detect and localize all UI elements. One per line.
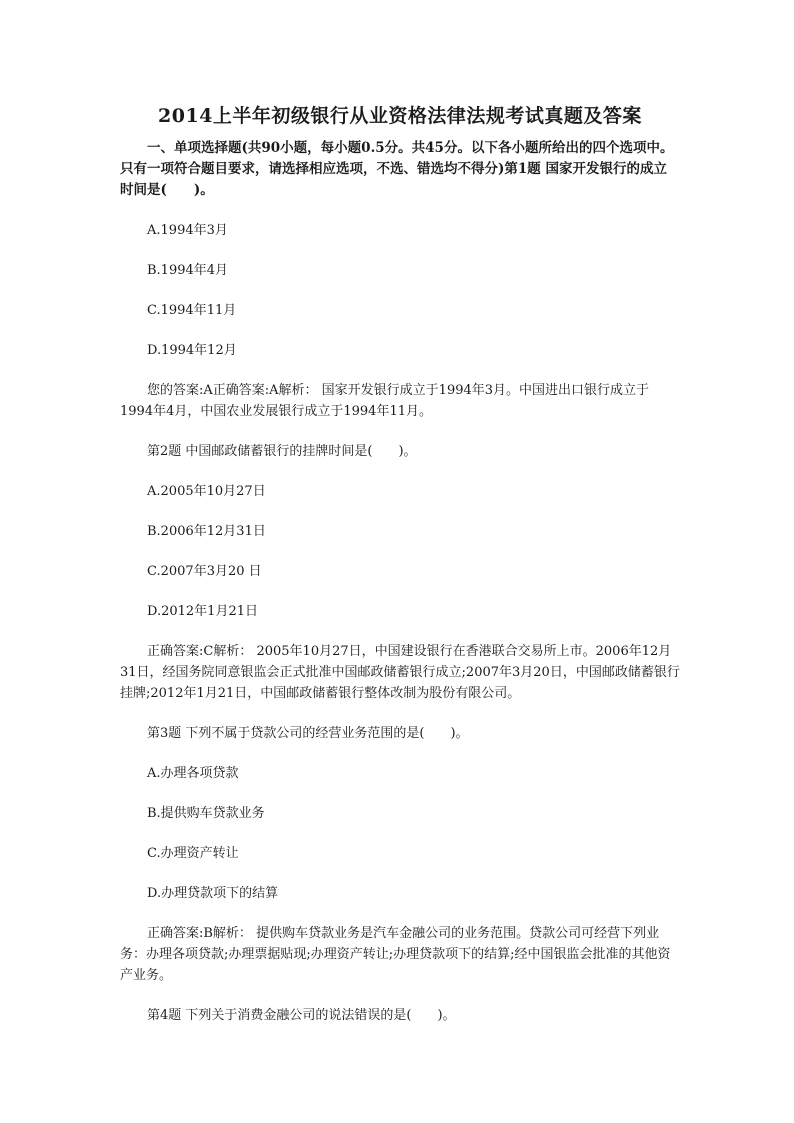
option-a: A.2005年10月27日 [147, 484, 266, 499]
document-title: 2014上半年初级银行从业资格法律法规考试真题及答案 [158, 105, 642, 127]
document-page [120, 100, 680, 1045]
section-intro: 一、单项选择题(共90小题，每小题0.5分。共45分。以下各小题所给出的四个选项中。只有一项符合题目要求，请选择相应选项，不选、错选均不得分)第1题 国家开发银行的成立时间是( )。 [120, 140, 674, 198]
question-stem: 第2题 中国邮政储蓄银行的挂牌时间是( )。 [147, 444, 417, 459]
option-c: C.1994年11月 [147, 303, 237, 318]
option-d: D.1994年12月 [147, 343, 237, 358]
question-stem: 第3题 下列不属于贷款公司的经营业务范围的是( )。 [147, 726, 469, 741]
question-2 [120, 441, 680, 704]
question-stem: 第4题 下列关于消费金融公司的说法错误的是( )。 [147, 1008, 456, 1023]
answer-explanation: 正确答案:C解析： 2005年10月27日，中国建设银行在香港联合交易所上市。2006年12月31日，经国务院同意银监会正式批准中国邮政储蓄银行成立;2007年3月20日，中国邮政储蓄银行挂牌;2012年1月21日，中国邮政储蓄银行整体改制为股份有限公司。 [120, 644, 680, 701]
option-b: B.提供购车贷款业务 [147, 806, 265, 821]
option-d: D.2012年1月21日 [147, 604, 258, 619]
question-4 [120, 1005, 680, 1026]
option-b: B.1994年4月 [147, 263, 229, 278]
option-c: C.办理资产转让 [147, 846, 239, 861]
option-c: C.2007年3月20 日 [147, 564, 262, 579]
answer-explanation: 您的答案:A正确答案:A解析： 国家开发银行成立于1994年3月。中国进出口银行成立于1994年4月，中国农业发展银行成立于1994年11月。 [120, 383, 650, 419]
option-a: A.1994年3月 [147, 223, 228, 238]
question-3 [120, 723, 680, 986]
option-d: D.办理贷款项下的结算 [147, 886, 279, 901]
question-1 [120, 220, 680, 422]
option-b: B.2006年12月31日 [147, 524, 266, 539]
answer-explanation: 正确答案:B解析： 提供购车贷款业务是汽车金融公司的业务范围。贷款公司可经营下列业务：办理各项贷款;办理票据贴现;办理资产转让;办理贷款项下的结算;经中国银监会批准的其他资产业务。 [120, 926, 671, 983]
option-a: A.办理各项贷款 [147, 766, 239, 781]
